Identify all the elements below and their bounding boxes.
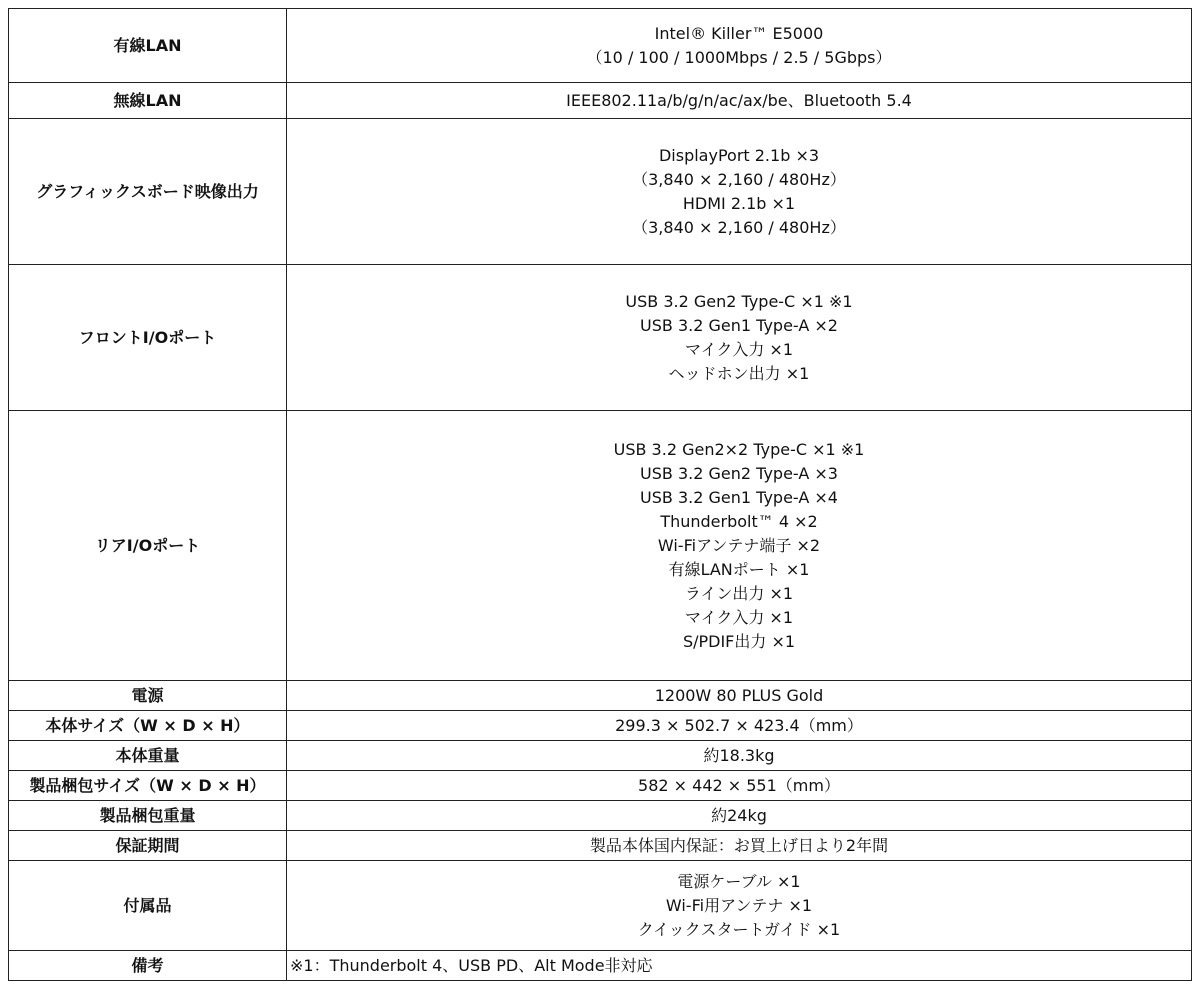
row-value (287, 681, 1192, 711)
value-line: ライン出力 ×1 (684, 583, 794, 603)
table-row (9, 771, 1192, 801)
value-line: （10 / 100 / 1000Mbps / 2.5 / 5Gbps） (586, 47, 892, 67)
row-value (287, 9, 1192, 83)
table-row (9, 711, 1192, 741)
value-line: DisplayPort 2.1b ×3 (658, 145, 820, 165)
row-value (287, 741, 1192, 771)
table-row (9, 951, 1192, 981)
row-label: フロントI/Oポート (9, 265, 287, 411)
row-label: 本体重量 (9, 741, 287, 771)
value-line: IEEE802.11a/b/g/n/ac/ax/be、Bluetooth 5.4 (566, 90, 912, 110)
row-value (287, 831, 1192, 861)
row-value (287, 861, 1192, 951)
value-line: 製品本体国内保証：お買上げ日より2年間 (589, 835, 889, 855)
table-row (9, 861, 1192, 951)
row-value (287, 83, 1192, 119)
row-label: 製品梱包重量 (9, 801, 287, 831)
table-row (9, 831, 1192, 861)
row-label: 本体サイズ（W × D × H） (9, 711, 287, 741)
value-line: Wi-Fi用アンテナ ×1 (665, 895, 813, 915)
value-line: 約24kg (711, 805, 767, 825)
value-line: （3,840 × 2,160 / 480Hz） (632, 217, 846, 237)
table-row (9, 83, 1192, 119)
table-row (9, 411, 1192, 681)
value-line: USB 3.2 Gen2 Type-C ×1 ※1 (625, 291, 853, 311)
value-line: 582 × 442 × 551（mm） (638, 775, 840, 795)
row-label: 製品梱包サイズ（W × D × H） (9, 771, 287, 801)
value-line: （3,840 × 2,160 / 480Hz） (632, 169, 846, 189)
value-line: ヘッドホン出力 ×1 (668, 363, 810, 383)
value-line: USB 3.2 Gen1 Type-A ×4 (640, 487, 838, 507)
table-row (9, 681, 1192, 711)
value-line: 1200W 80 PLUS Gold (654, 685, 824, 705)
value-line: Thunderbolt™ 4 ×2 (660, 511, 818, 531)
row-label: 有線LAN (9, 9, 287, 83)
row-value (287, 951, 1192, 981)
value-line: S/PDIF出力 ×1 (682, 631, 796, 651)
value-line: 有線LANポート ×1 (668, 559, 810, 579)
table-row (9, 9, 1192, 83)
row-label: リアI/Oポート (9, 411, 287, 681)
value-line: 電源ケーブル ×1 (677, 871, 801, 891)
table-row (9, 119, 1192, 265)
table-row (9, 265, 1192, 411)
row-label: グラフィックスボード映像出力 (9, 119, 287, 265)
row-label: 備考 (9, 951, 287, 981)
spec-table (8, 8, 1192, 981)
value-line: Wi-Fiアンテナ端子 ×2 (657, 535, 821, 555)
value-line: USB 3.2 Gen1 Type-A ×2 (640, 315, 838, 335)
row-value (287, 801, 1192, 831)
value-line: ※1：Thunderbolt 4、USB PD、Alt Mode非対応 (290, 955, 653, 975)
row-value (287, 265, 1192, 411)
value-line: マイク入力 ×1 (684, 339, 794, 359)
value-line: マイク入力 ×1 (684, 607, 794, 627)
table-row (9, 741, 1192, 771)
value-line: HDMI 2.1b ×1 (682, 193, 796, 213)
value-line: 約18.3kg (703, 745, 775, 765)
table-row (9, 801, 1192, 831)
value-line: Intel® Killer™ E5000 (654, 23, 824, 43)
value-line: USB 3.2 Gen2 Type-A ×3 (640, 463, 838, 483)
row-label: 付属品 (9, 861, 287, 951)
value-line: USB 3.2 Gen2×2 Type-C ×1 ※1 (613, 439, 865, 459)
row-value (287, 411, 1192, 681)
row-label: 保証期間 (9, 831, 287, 861)
row-value (287, 119, 1192, 265)
row-value (287, 711, 1192, 741)
row-label: 無線LAN (9, 83, 287, 119)
row-value (287, 771, 1192, 801)
row-label: 電源 (9, 681, 287, 711)
value-line: 299.3 × 502.7 × 423.4（mm） (615, 715, 863, 735)
value-line: クイックスタートガイド ×1 (637, 919, 841, 939)
